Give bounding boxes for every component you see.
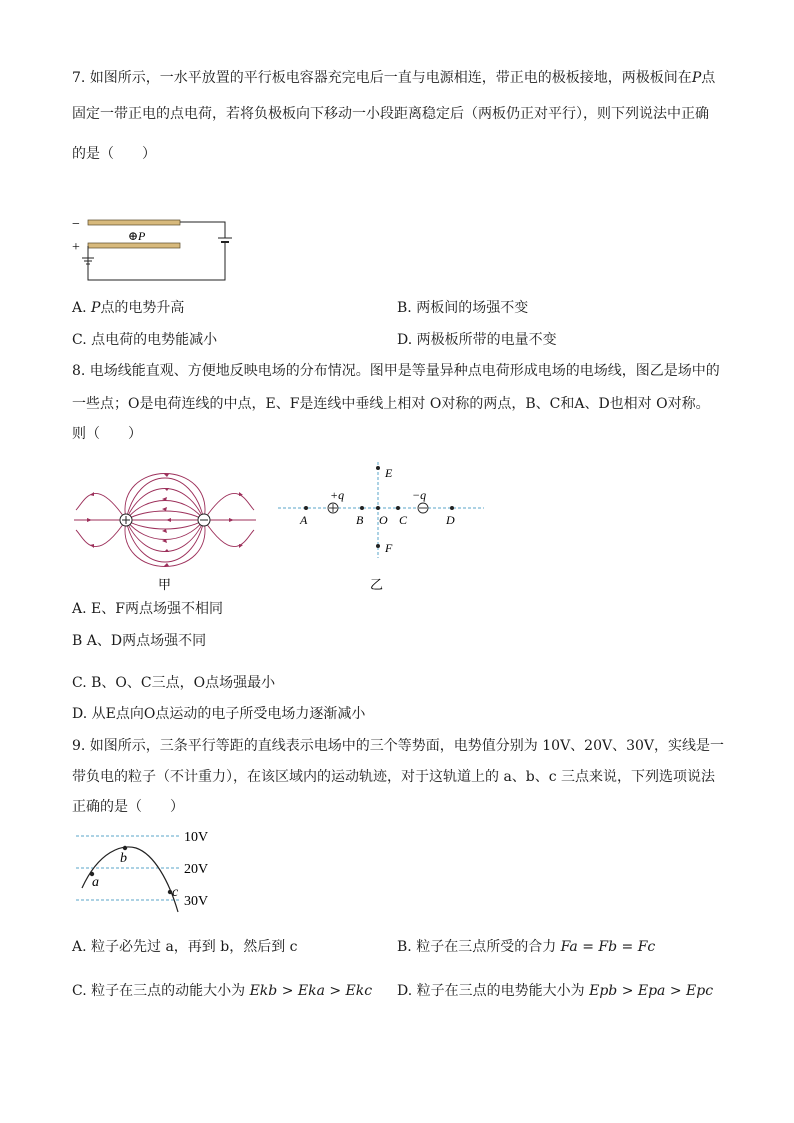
label-b: B	[356, 513, 364, 527]
point-b	[123, 846, 127, 850]
q8-option-b[interactable]: B A、D两点场强不同	[72, 633, 207, 649]
wire-top	[180, 222, 225, 238]
label-a: a	[92, 875, 99, 890]
q8-stem-line1: 8. 电场线能直观、方便地反映电场的分布情况。图甲是等量异种点电荷形成电场的电场线，图乙是场中的	[72, 363, 720, 379]
q9-stem-line3: 正确的是（ ）	[72, 799, 184, 815]
negative-sign: −	[72, 217, 80, 232]
q9-option-d-formula: Epb > Epa > Epc	[589, 983, 714, 999]
dipole-points-diagram	[278, 462, 488, 592]
label-b: b	[120, 851, 127, 866]
q9-option-b[interactable]	[397, 937, 655, 957]
q7-option-b[interactable]: B. 两板间的场强不变	[397, 300, 529, 316]
q9-option-c-text: C. 粒子在三点的动能大小为	[72, 983, 246, 999]
label-20v: 20V	[184, 862, 209, 877]
label-plus-q: +q	[330, 488, 345, 502]
q9-option-b-formula: Fa = Fb = Fc	[560, 939, 656, 955]
q8-option-c[interactable]: C. B、O、C三点，O点场强最小	[72, 675, 276, 691]
q9-stem-line1: 9. 如图所示，三条平行等距的直线表示电场中的三个等势面，电势值分别为 10V、20V、30V，实线是一	[72, 738, 725, 754]
q8-stem-line3: 则（ ）	[72, 426, 142, 442]
q8-option-d[interactable]: D. 从E点向O点运动的电子所受电场力逐渐减小	[72, 706, 366, 722]
label-o: O	[379, 513, 388, 527]
negative-plate	[88, 220, 180, 225]
q7-option-a-prefix: A.	[72, 300, 92, 316]
point-charge-p: ⊕P	[128, 229, 146, 243]
q7-stem-line2: 固定一带正电的点电荷，若将负极板向下移动一小段距离稳定后（两板仍正对平行），则下列说法中正确	[72, 106, 709, 122]
label-c: C	[399, 513, 408, 527]
fig-label-jia: 甲	[158, 577, 172, 592]
label-30v: 30V	[184, 894, 209, 909]
positive-plate	[88, 243, 180, 248]
q7-option-a-var: P	[91, 300, 101, 316]
label-f: F	[385, 541, 393, 555]
q7-stem-line3: 的是（ ）	[72, 146, 156, 162]
dipole-field-lines-diagram	[74, 462, 286, 592]
capacitor-circuit-diagram	[70, 196, 240, 286]
label-c: c	[172, 885, 179, 900]
q8-option-a[interactable]: A. E、F两点场强不相同	[72, 601, 223, 617]
q7-option-a-text: 点的电势升高	[100, 300, 185, 316]
q7-line1-text: 7. 如图所示，一水平放置的平行板电容器充完电后一直与电源相连，带正电的极板接地，两极板间在	[72, 70, 692, 86]
q9-option-c[interactable]	[72, 981, 372, 1001]
q9-option-a[interactable]: A. 粒子必先过 a，再到 b，然后到 c	[72, 939, 298, 955]
q8-stem-line2: 一些点；O是电荷连线的中点，E、F是连线中垂线上相对 O对称的两点，B、C和A、D也相对 O对称。	[72, 396, 710, 412]
q9-option-d-text: D. 粒子在三点的电势能大小为	[397, 983, 585, 999]
q9-option-d[interactable]	[397, 981, 713, 1001]
q7-option-d[interactable]: D. 两极板所带的电量不变	[397, 332, 557, 348]
fig-label-yi: 乙	[370, 577, 384, 592]
q7-option-c[interactable]: C. 点电荷的电势能减小	[72, 332, 218, 348]
q7-point-word: 点	[701, 70, 716, 86]
q9-stem-line2: 带负电的粒子（不计重力），在该区域内的运动轨迹，对于这轨道上的 a、b、c 三点来说，下列选项说法	[72, 769, 716, 785]
q7-option-a[interactable]	[72, 298, 184, 318]
label-a: A	[300, 513, 308, 527]
q9-option-c-formula: Ekb > Eka > Ekc	[249, 983, 373, 999]
equipotential-trajectory-diagram	[74, 826, 254, 916]
label-10v: 10V	[184, 830, 209, 845]
label-e: E	[385, 466, 393, 480]
q9-option-b-text: B. 粒子在三点所受的合力	[397, 939, 557, 955]
q7-var-p: P	[691, 70, 702, 86]
positive-sign: +	[72, 240, 80, 255]
q7-stem-line1	[72, 68, 715, 88]
label-minus-q: −q	[412, 488, 427, 502]
label-d: D	[446, 513, 455, 527]
